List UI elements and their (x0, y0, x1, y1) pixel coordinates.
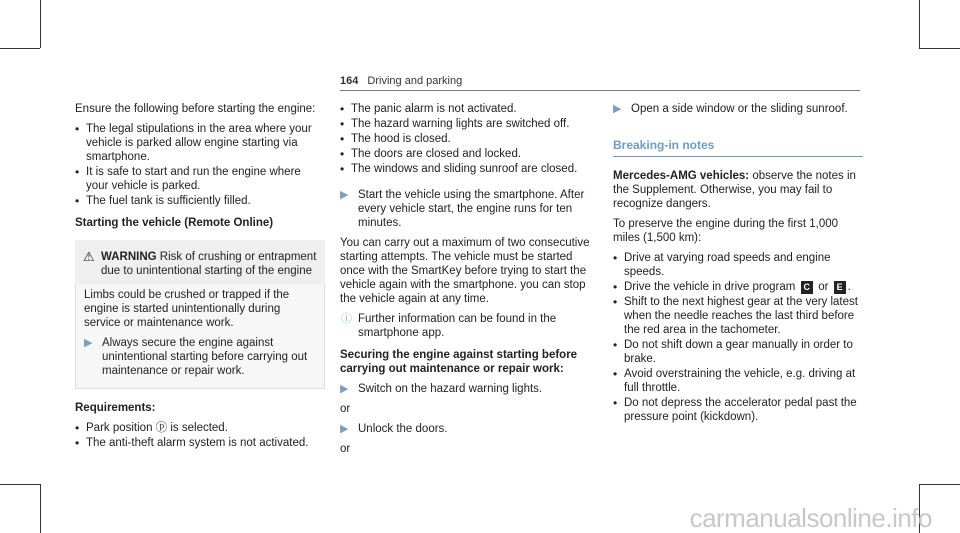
info-icon: ⓘ (341, 313, 352, 325)
warning-box (75, 240, 325, 389)
instruction-step (340, 188, 590, 230)
warning-description: Risk of crushing or entrapment due to unintentional starting of the engine (101, 251, 317, 277)
step-arrow-icon: ▶ (84, 337, 93, 349)
instruction-step (613, 102, 863, 116)
crop-mark (919, 0, 920, 48)
step-text: Switch on the hazard warning lights. (358, 383, 543, 395)
list-item: • The legal stipulations in the area where your vehicle is parked allow engine starting via smartphone. (75, 122, 325, 164)
crop-mark (40, 484, 41, 533)
header-divider (340, 90, 860, 91)
step-arrow-icon: ▶ (340, 189, 349, 201)
list-item: • The panic alarm is not activated. (340, 102, 590, 116)
precondition-list (75, 122, 325, 208)
list-item: • Do not shift down a gear manually in order to brake. (613, 338, 863, 366)
list-item: • Drive at varying road speeds and engine speeds. (613, 251, 863, 279)
list-item-text: . (847, 281, 851, 293)
warning-body-text: Limbs could be crushed or trapped if the engine is started unintentionally during service or maintenance work. (84, 289, 290, 329)
lead-bold: Mercedes-AMG vehicles: (613, 170, 750, 182)
lead-text: observe the notes in the Supplement. Otherwise, you may fail to recognize dangers. (613, 170, 856, 210)
info-note (340, 312, 590, 340)
list-item: • The windows and sliding sunroof are closed. (340, 162, 590, 176)
list-item (613, 280, 863, 294)
crop-mark (0, 484, 40, 485)
warning-text (101, 250, 317, 278)
or-text: or (340, 403, 351, 415)
watermark: carmanualsonline.info (689, 503, 932, 533)
list-item: • Do not depress the accelerator pedal past the pressure point (kickdown). (613, 396, 863, 424)
section-title: Breaking-in notes (613, 138, 863, 157)
warning-triangle-icon: ⚠ (83, 249, 95, 264)
list-item: • It is safe to start and run the engine where your vehicle is parked. (75, 165, 325, 193)
requirements-list (75, 421, 325, 450)
body-paragraph: To preserve the engine during the first 1,000 miles (1,500 km): (613, 218, 839, 244)
condition-list (340, 102, 590, 176)
instruction-step (340, 422, 590, 436)
crop-mark (919, 484, 960, 485)
lead-paragraph (613, 169, 863, 211)
list-item-text: or (818, 281, 829, 293)
drive-program-c-icon: C (801, 281, 814, 294)
step-text: Open a side window or the sliding sunroof. (631, 103, 848, 115)
or-text: or (340, 443, 351, 455)
list-item: • Park position ⓟ is selected. (75, 421, 325, 435)
step-text: Start the vehicle using the smartphone. After every vehicle start, the engine runs for ten minutes. (358, 189, 585, 229)
column-1 (75, 102, 325, 456)
note-text: Further information can be found in the smartphone app. (358, 313, 557, 339)
drive-program-e-icon: E (834, 281, 846, 294)
warning-label: WARNING (101, 251, 157, 263)
warning-step (84, 336, 314, 378)
warning-step-text: Always secure the engine against unintentional starting before carrying out maintenance or repair work. (102, 337, 308, 377)
step-arrow-icon: ▶ (613, 103, 622, 115)
list-item: • Shift to the next highest gear at the very latest when the needle reaches the last third before the red area in the tachometer. (613, 295, 863, 337)
column-3 (613, 102, 863, 430)
list-item: • The fuel tank is sufficiently filled. (75, 194, 325, 208)
step-arrow-icon: ▶ (340, 383, 349, 395)
requirements-label: Requirements: (75, 402, 156, 414)
column-2 (340, 102, 590, 462)
list-item: • The doors are closed and locked. (340, 147, 590, 161)
crop-mark (40, 0, 41, 48)
body-paragraph: You can carry out a maximum of two consecutive starting attempts. The vehicle must be started once with the SmartKey before trying to start the vehicle again with the smartphone. you can stop the vehicle again at any time. (340, 237, 590, 305)
list-item: • The hood is closed. (340, 132, 590, 146)
section-heading: Securing the engine against starting before carrying out maintenance or repair work: (340, 349, 578, 375)
step-text: Unlock the doors. (358, 423, 448, 435)
step-arrow-icon: ▶ (340, 423, 349, 435)
warning-body (75, 284, 325, 389)
list-item: • Avoid overstraining the vehicle, e.g. driving at full throttle. (613, 367, 863, 395)
breaking-in-list (613, 251, 863, 424)
list-item-text: Drive the vehicle in drive program (624, 281, 796, 293)
intro-text: Ensure the following before starting the engine: (75, 103, 316, 115)
crop-mark (0, 48, 40, 49)
page-number: 164 (340, 75, 359, 87)
instruction-step (340, 382, 590, 396)
list-item: • The hazard warning lights are switched off. (340, 117, 590, 131)
section-heading: Starting the vehicle (Remote Online) (75, 217, 274, 229)
list-item: • The anti-theft alarm system is not activated. (75, 436, 325, 450)
warning-header (75, 240, 325, 284)
chapter-title: Driving and parking (367, 75, 463, 87)
page-header (340, 74, 462, 88)
crop-mark (919, 48, 960, 49)
